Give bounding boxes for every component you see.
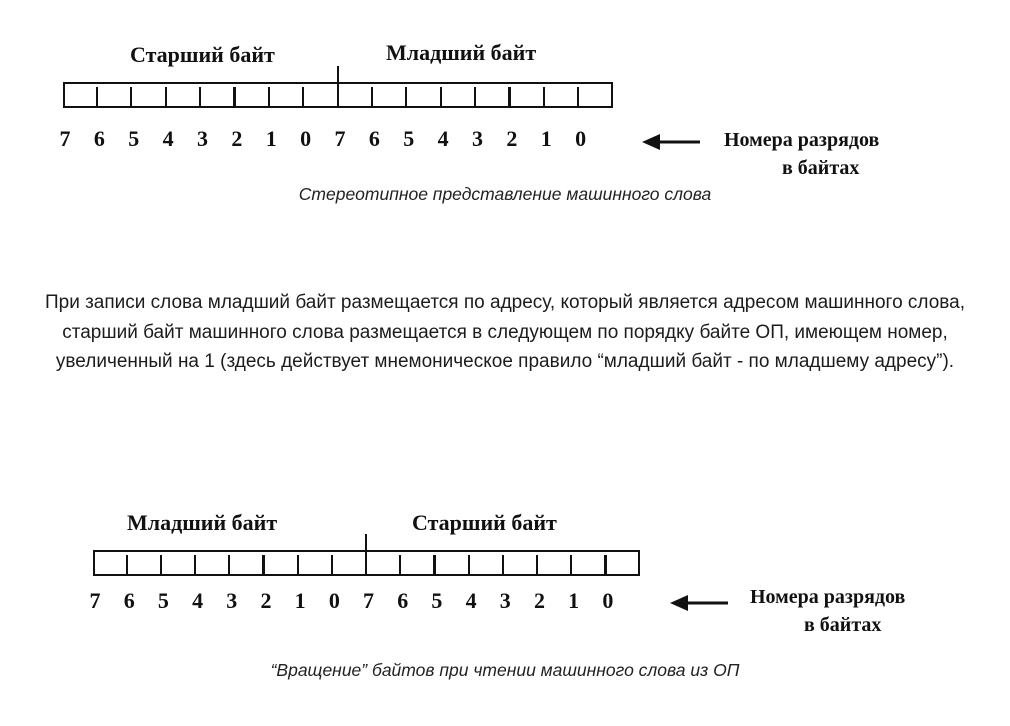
bit-divider: [502, 555, 504, 575]
bit-divider: [331, 555, 333, 575]
bit-number: 4: [465, 588, 477, 613]
bit-number: 0: [602, 588, 614, 613]
bit-number: 0: [300, 126, 312, 151]
bit-number: 3: [226, 588, 238, 613]
bit-divider: [160, 555, 162, 575]
bit-divider: [228, 555, 230, 575]
bit-number: 1: [568, 588, 580, 613]
bit-number: 7: [59, 126, 71, 151]
bit-number: 6: [368, 126, 380, 151]
bit-number: 2: [231, 126, 243, 151]
bit-number: 5: [403, 126, 415, 151]
bit-number: 3: [499, 588, 511, 613]
explanation-paragraph: При записи слова младший байт размещается по адресу, который является адресом машинного слова, старший байт машинного слова размещается в следующем по порядку байте ОП, имеющем номер, увеличенный на 1 (здесь действует мнемоническое правило “младший байт - по младшему адресу”).: [44, 292, 966, 372]
bit-number: 5: [431, 588, 443, 613]
bit-number: 7: [363, 588, 374, 613]
bit-divider: [399, 555, 401, 575]
bit-divider: [194, 555, 196, 575]
bit-divider: [126, 555, 128, 575]
bit-number: 6: [123, 588, 135, 613]
bit-number: 6: [93, 126, 105, 151]
bit-number: 1: [265, 126, 277, 151]
low-byte-label: Младший байт: [127, 510, 278, 535]
bit-number: 4: [437, 126, 449, 151]
high-byte-label: Старший байт: [130, 42, 275, 67]
bit-number: 4: [192, 588, 204, 613]
legend-line-2: в байтах: [804, 614, 882, 636]
low-byte-label: Младший байт: [386, 40, 537, 65]
bit-number: 5: [128, 126, 140, 151]
bit-divider: [468, 555, 470, 575]
bit-divider: [262, 555, 264, 575]
bit-number: 3: [472, 126, 483, 151]
bit-divider: [570, 555, 572, 575]
bit-number: 0: [328, 588, 340, 613]
figure1-caption: Стереотипное представление машинного слова: [298, 184, 712, 204]
bit-number: 4: [162, 126, 174, 151]
bit-number: 2: [260, 588, 272, 613]
bit-divider: [297, 555, 299, 575]
bit-number: 7: [334, 126, 346, 151]
bit-divider: [604, 555, 606, 575]
legend-line-1: Номера разрядов: [724, 129, 880, 151]
word-register: [93, 550, 640, 576]
legend-line-2: в байтах: [782, 157, 860, 179]
legend-line-1: Номера разрядов: [750, 586, 906, 608]
bit-number: 7: [89, 588, 101, 613]
bit-number: 1: [540, 126, 552, 151]
high-byte-label: Старший байт: [412, 510, 557, 535]
bit-number: 5: [157, 588, 169, 613]
figure2-caption: “Вращение” байтов при чтении машинного слова из ОП: [270, 660, 740, 680]
left-arrow-icon: [670, 593, 730, 613]
bit-number: 1: [294, 588, 306, 613]
bit-number: 2: [506, 126, 518, 151]
bit-number: 2: [533, 588, 545, 613]
bit-divider: [536, 555, 538, 575]
byte-divider: [365, 534, 367, 574]
bit-divider: [433, 555, 435, 575]
bit-number: 0: [575, 126, 587, 151]
bit-number: 3: [197, 126, 208, 151]
bit-number: 6: [397, 588, 409, 613]
